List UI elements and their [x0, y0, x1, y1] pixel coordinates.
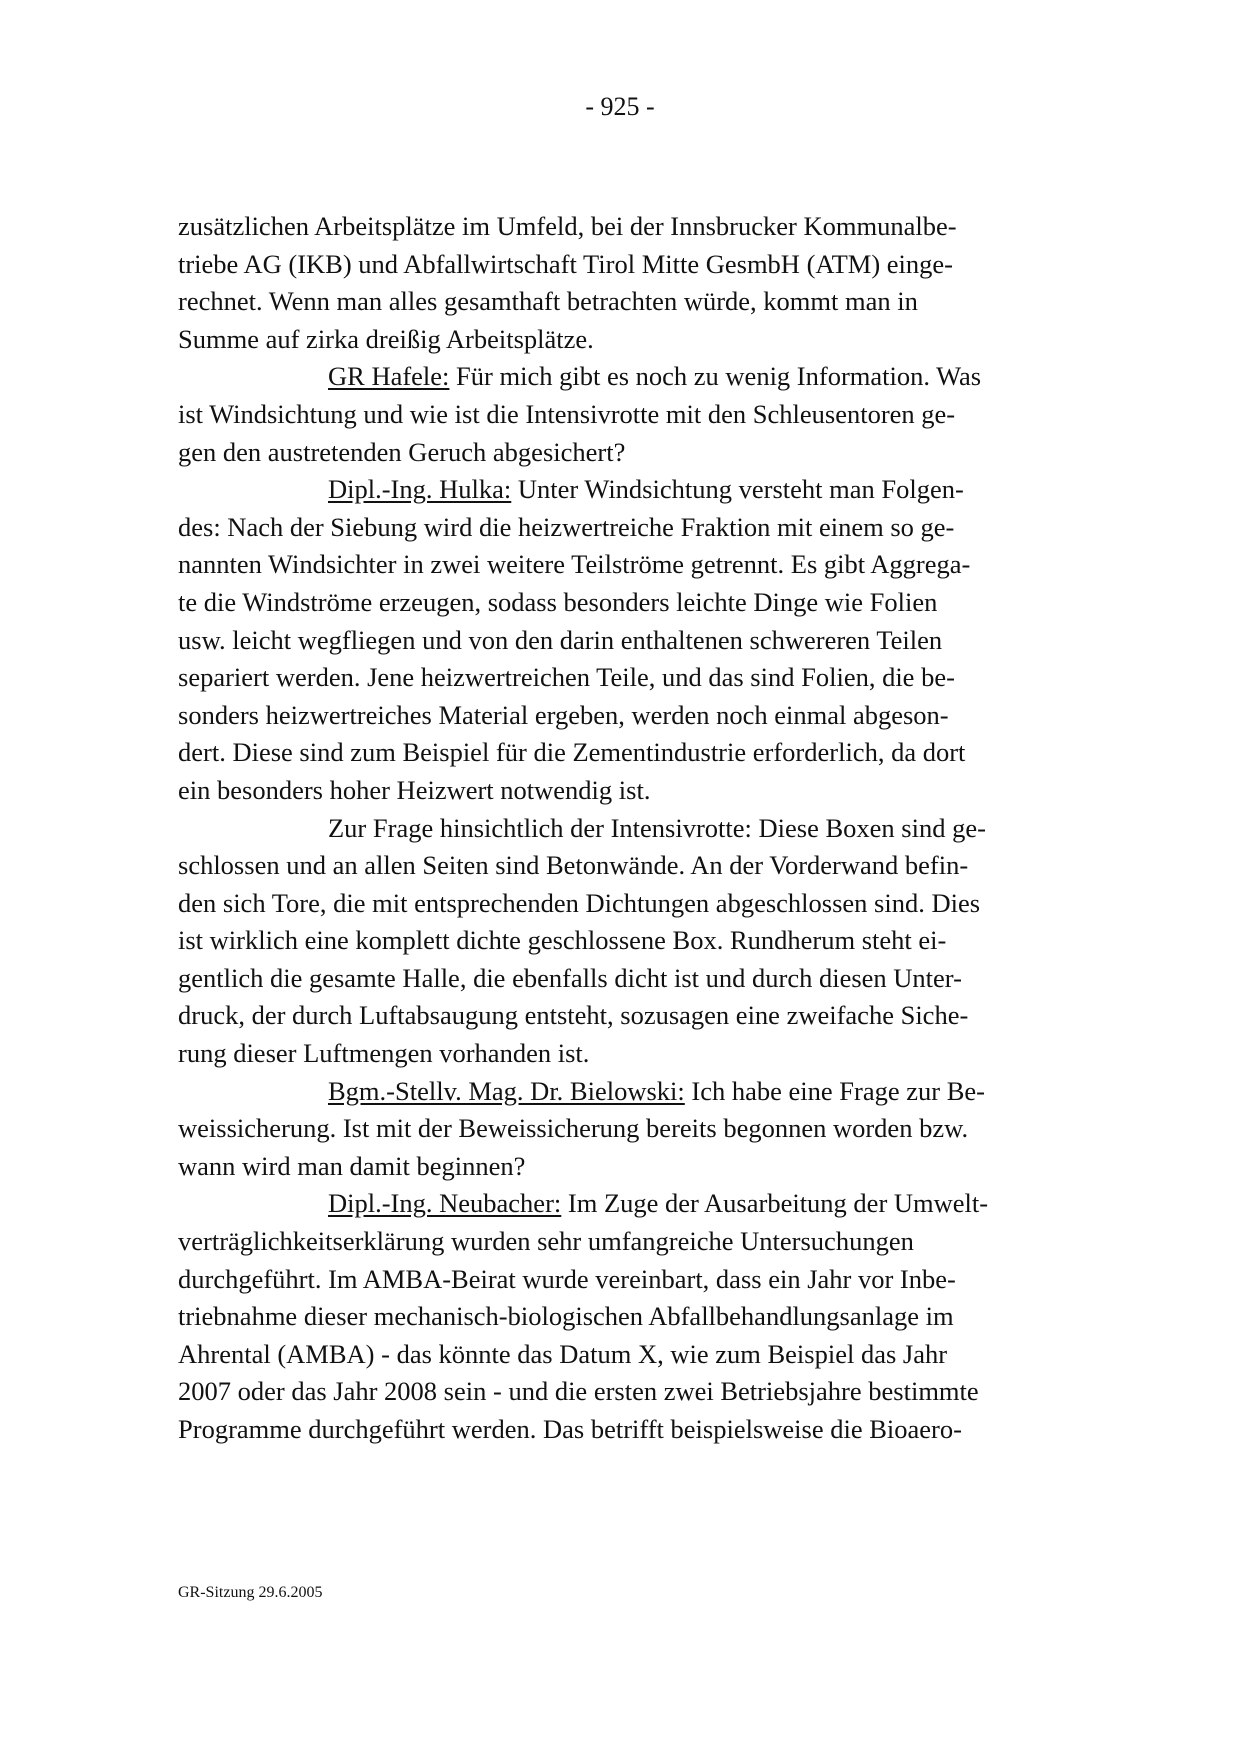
text-line	[178, 697, 1068, 735]
line-text: gen den austretenden Geruch abgesichert?	[178, 436, 626, 467]
line-text: sonders heizwertreiches Material ergeben, werden noch einmal abgeson-	[178, 699, 949, 730]
text-line	[178, 1035, 1068, 1073]
speaker-line	[178, 471, 1068, 509]
text-line	[178, 885, 1068, 923]
line-text: Unter Windsichtung versteht man Folgen-	[511, 474, 964, 505]
line-text: te die Windströme erzeugen, sodass besonders leichte Dinge wie Folien	[178, 586, 938, 617]
line-text: zusätzlichen Arbeitsplätze im Umfeld, bei der Innsbrucker Kommunalbe-	[178, 211, 957, 241]
text-line	[178, 208, 1068, 246]
text-line	[178, 434, 1068, 472]
line-text: durchgeführt. Im AMBA-Beirat wurde vereinbart, dass ein Jahr vor Inbe-	[178, 1263, 956, 1294]
text-line	[178, 847, 1068, 885]
line-text: separiert werden. Jene heizwertreichen Teile, und das sind Folien, die be-	[178, 662, 955, 693]
line-text: 2007 oder das Jahr 2008 sein - und die ersten zwei Betriebsjahre bestimmte	[178, 1376, 979, 1407]
text-line	[178, 622, 1068, 660]
text-line	[178, 1298, 1068, 1336]
line-text: Programme durchgeführt werden. Das betrifft beispielsweise die Bioaero-	[178, 1414, 962, 1444]
text-line	[178, 321, 1068, 359]
text-line	[178, 659, 1068, 697]
text-line	[178, 810, 1068, 848]
line-text: Zur Frage hinsichtlich der Intensivrotte: Diese Boxen sind ge-	[328, 812, 986, 843]
line-text: rung dieser Luftmengen vorhanden ist.	[178, 1038, 590, 1069]
line-text: ein besonders hoher Heizwert notwendig ist.	[178, 774, 651, 805]
text-line	[178, 1223, 1068, 1261]
line-text: nannten Windsichter in zwei weitere Teilströme getrennt. Es gibt Aggrega-	[178, 549, 971, 580]
line-text: usw. leicht wegfliegen und von den darin enthaltenen schwereren Teilen	[178, 624, 943, 655]
line-text: schlossen und an allen Seiten sind Betonwände. An der Vorderwand befin-	[178, 850, 969, 881]
text-line	[178, 960, 1068, 998]
line-text: rechnet. Wenn man alles gesamthaft betrachten würde, kommt man in	[178, 286, 918, 317]
line-text: wann wird man damit beginnen?	[178, 1150, 526, 1181]
page-number: - 925 -	[585, 92, 655, 121]
line-text: triebnahme dieser mechanisch-biologischen Abfallbehandlungsanlage im	[178, 1301, 954, 1332]
line-text: druck, der durch Luftabsaugung entsteht, sozusagen eine zweifache Siche-	[178, 1000, 969, 1031]
line-text: ist Windsichtung und wie ist die Intensivrotte mit den Schleusentoren ge-	[178, 398, 956, 429]
text-line	[178, 1261, 1068, 1299]
line-text: den sich Tore, die mit entsprechenden Dichtungen abgeschlossen sind. Dies	[178, 887, 981, 918]
document-footer: GR-Sitzung 29.6.2005	[178, 1584, 323, 1601]
line-text: des: Nach der Siebung wird die heizwertreiche Fraktion mit einem so ge-	[178, 511, 955, 542]
speaker-line	[178, 1073, 1068, 1111]
speaker-name: Dipl.-Ing. Hulka:	[328, 474, 512, 505]
line-text: triebe AG (IKB) und Abfallwirtschaft Tirol Mitte GesmbH (ATM) einge-	[178, 248, 954, 279]
text-line	[178, 283, 1068, 321]
text-line	[178, 584, 1068, 622]
text-line	[178, 1336, 1068, 1374]
speaker-line	[178, 358, 1068, 396]
text-line	[178, 546, 1068, 584]
line-text: gentlich die gesamte Halle, die ebenfalls dicht ist und durch diesen Unter-	[178, 962, 962, 993]
document-body	[178, 208, 1068, 1449]
speaker-name: Bgm.-Stellv. Mag. Dr. Bielowski:	[328, 1075, 685, 1106]
line-text: Für mich gibt es noch zu wenig Information. Was	[449, 361, 982, 392]
text-line	[178, 734, 1068, 772]
speaker-name: Dipl.-Ing. Neubacher:	[328, 1188, 562, 1219]
text-line	[178, 246, 1068, 284]
line-text: ist wirklich eine komplett dichte geschlossene Box. Rundherum steht ei-	[178, 925, 947, 956]
line-text: Ich habe eine Frage zur Be-	[684, 1075, 985, 1106]
text-line	[178, 1110, 1068, 1148]
speaker-line	[178, 1185, 1068, 1223]
text-line	[178, 1148, 1068, 1186]
text-line	[178, 509, 1068, 547]
line-text: verträglichkeitserklärung wurden sehr umfangreiche Untersuchungen	[178, 1226, 914, 1257]
line-text: Im Zuge der Ausarbeitung der Umwelt-	[561, 1188, 989, 1219]
text-line	[178, 1373, 1068, 1411]
text-line	[178, 997, 1068, 1035]
text-line	[178, 922, 1068, 960]
text-line	[178, 1411, 1068, 1449]
text-line	[178, 396, 1068, 434]
line-text: dert. Diese sind zum Beispiel für die Zementindustrie erforderlich, da dort	[178, 737, 966, 768]
line-text: Ahrental (AMBA) - das könnte das Datum X, wie zum Beispiel das Jahr	[178, 1338, 948, 1369]
line-text: Summe auf zirka dreißig Arbeitsplätze.	[178, 323, 594, 354]
text-line	[178, 772, 1068, 810]
line-text: weissicherung. Ist mit der Beweissicherung bereits begonnen worden bzw.	[178, 1113, 969, 1144]
speaker-name: GR Hafele:	[328, 361, 450, 392]
